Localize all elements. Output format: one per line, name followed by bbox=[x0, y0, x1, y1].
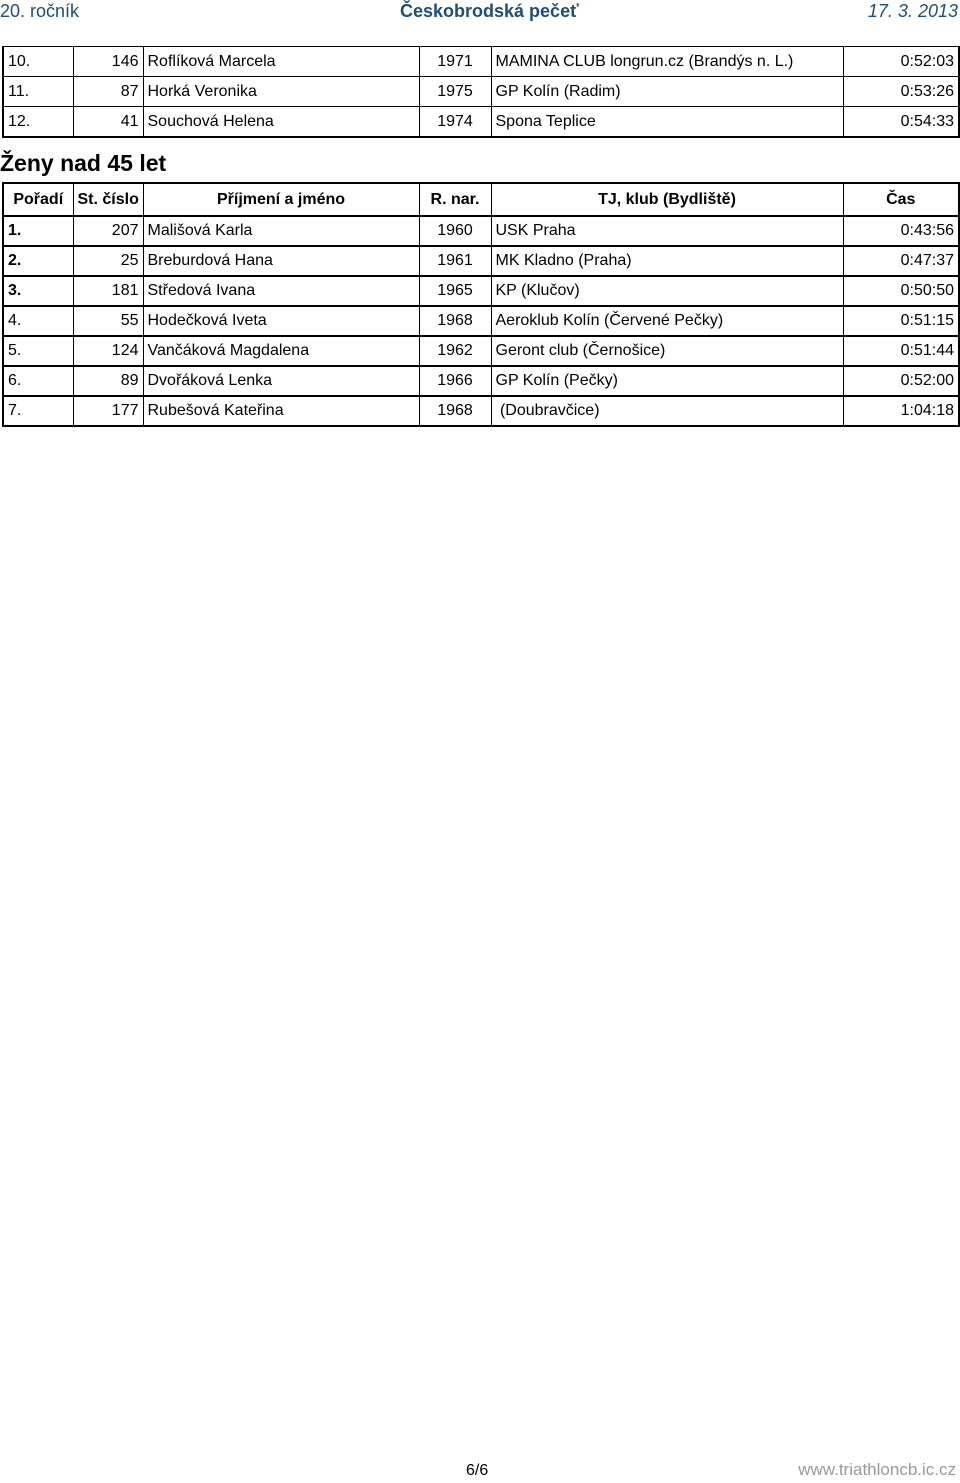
table-row bbox=[3, 366, 959, 396]
birth-year-cell: 1965 bbox=[419, 276, 491, 306]
table-row bbox=[3, 47, 959, 77]
name-cell: Souchová Helena bbox=[143, 107, 419, 138]
time-cell: 0:50:50 bbox=[843, 276, 959, 306]
rank-cell: 7. bbox=[3, 396, 73, 426]
birth-year-cell: 1960 bbox=[419, 216, 491, 246]
club-cell: GP Kolín (Radim) bbox=[491, 77, 843, 107]
birth-year-cell: 1971 bbox=[419, 47, 491, 77]
edition-label: 20. ročník bbox=[0, 1, 80, 21]
club-cell: KP (Klučov) bbox=[491, 276, 843, 306]
column-header-club: TJ, klub (Bydliště) bbox=[491, 183, 843, 216]
time-cell: 0:52:00 bbox=[843, 366, 959, 396]
rank-cell: 1. bbox=[3, 216, 73, 246]
column-header-birth-year: R. nar. bbox=[419, 183, 491, 216]
column-header-name: Příjmení a jméno bbox=[143, 183, 419, 216]
club-cell: MAMINA CLUB longrun.cz (Brandýs n. L.) bbox=[491, 47, 843, 77]
section-title: Ženy nad 45 let bbox=[0, 150, 167, 176]
birth-year-cell: 1962 bbox=[419, 336, 491, 366]
name-cell: Roflíková Marcela bbox=[143, 47, 419, 77]
event-title: Českobrodská pečeť bbox=[400, 1, 579, 21]
results-table-previous bbox=[2, 46, 960, 138]
start-number-cell: 181 bbox=[73, 276, 143, 306]
table-row bbox=[3, 77, 959, 107]
site-url: www.triathloncb.ic.cz bbox=[798, 1460, 956, 1479]
table-row bbox=[3, 107, 959, 138]
name-cell: Horká Veronika bbox=[143, 77, 419, 107]
birth-year-cell: 1966 bbox=[419, 366, 491, 396]
name-cell: Vančáková Magdalena bbox=[143, 336, 419, 366]
rank-cell: 12. bbox=[3, 107, 73, 138]
birth-year-cell: 1974 bbox=[419, 107, 491, 138]
club-cell: Spona Teplice bbox=[491, 107, 843, 138]
time-cell: 0:54:33 bbox=[843, 107, 959, 138]
start-number-cell: 87 bbox=[73, 77, 143, 107]
page-number: 6/6 bbox=[466, 1462, 489, 1479]
birth-year-cell: 1961 bbox=[419, 246, 491, 276]
name-cell: Breburdová Hana bbox=[143, 246, 419, 276]
rank-cell: 6. bbox=[3, 366, 73, 396]
table-row bbox=[3, 306, 959, 336]
time-cell: 1:04:18 bbox=[843, 396, 959, 426]
start-number-cell: 55 bbox=[73, 306, 143, 336]
club-cell: USK Praha bbox=[491, 216, 843, 246]
club-cell: Aeroklub Kolín (Červené Pečky) bbox=[491, 306, 843, 336]
name-cell: Středová Ivana bbox=[143, 276, 419, 306]
name-cell: Mališová Karla bbox=[143, 216, 419, 246]
name-cell: Hodečková Iveta bbox=[143, 306, 419, 336]
start-number-cell: 124 bbox=[73, 336, 143, 366]
page-header bbox=[0, 0, 960, 26]
name-cell: Rubešová Kateřina bbox=[143, 396, 419, 426]
start-number-cell: 25 bbox=[73, 246, 143, 276]
birth-year-cell: 1975 bbox=[419, 77, 491, 107]
club-cell: (Doubravčice) bbox=[491, 396, 843, 426]
start-number-cell: 89 bbox=[73, 366, 143, 396]
start-number-cell: 146 bbox=[73, 47, 143, 77]
name-cell: Dvořáková Lenka bbox=[143, 366, 419, 396]
rank-cell: 3. bbox=[3, 276, 73, 306]
club-cell: GP Kolín (Pečky) bbox=[491, 366, 843, 396]
birth-year-cell: 1968 bbox=[419, 396, 491, 426]
event-date: 17. 3. 2013 bbox=[867, 1, 958, 21]
table-row bbox=[3, 216, 959, 246]
time-cell: 0:51:15 bbox=[843, 306, 959, 336]
start-number-cell: 207 bbox=[73, 216, 143, 246]
time-cell: 0:52:03 bbox=[843, 47, 959, 77]
time-cell: 0:53:26 bbox=[843, 77, 959, 107]
rank-cell: 5. bbox=[3, 336, 73, 366]
start-number-cell: 177 bbox=[73, 396, 143, 426]
table-row bbox=[3, 336, 959, 366]
column-header-start-number: St. číslo bbox=[73, 183, 143, 216]
start-number-cell: 41 bbox=[73, 107, 143, 138]
time-cell: 0:47:37 bbox=[843, 246, 959, 276]
club-cell: Geront club (Černošice) bbox=[491, 336, 843, 366]
time-cell: 0:51:44 bbox=[843, 336, 959, 366]
column-header-rank: Pořadí bbox=[3, 183, 73, 216]
rank-cell: 10. bbox=[3, 47, 73, 77]
table-row bbox=[3, 396, 959, 426]
table-row bbox=[3, 246, 959, 276]
rank-cell: 11. bbox=[3, 77, 73, 107]
rank-cell: 2. bbox=[3, 246, 73, 276]
table-row bbox=[3, 276, 959, 306]
club-cell: MK Kladno (Praha) bbox=[491, 246, 843, 276]
birth-year-cell: 1968 bbox=[419, 306, 491, 336]
rank-cell: 4. bbox=[3, 306, 73, 336]
table-header-row bbox=[3, 183, 959, 216]
results-table bbox=[2, 182, 960, 427]
time-cell: 0:43:56 bbox=[843, 216, 959, 246]
column-header-time: Čas bbox=[843, 183, 959, 216]
